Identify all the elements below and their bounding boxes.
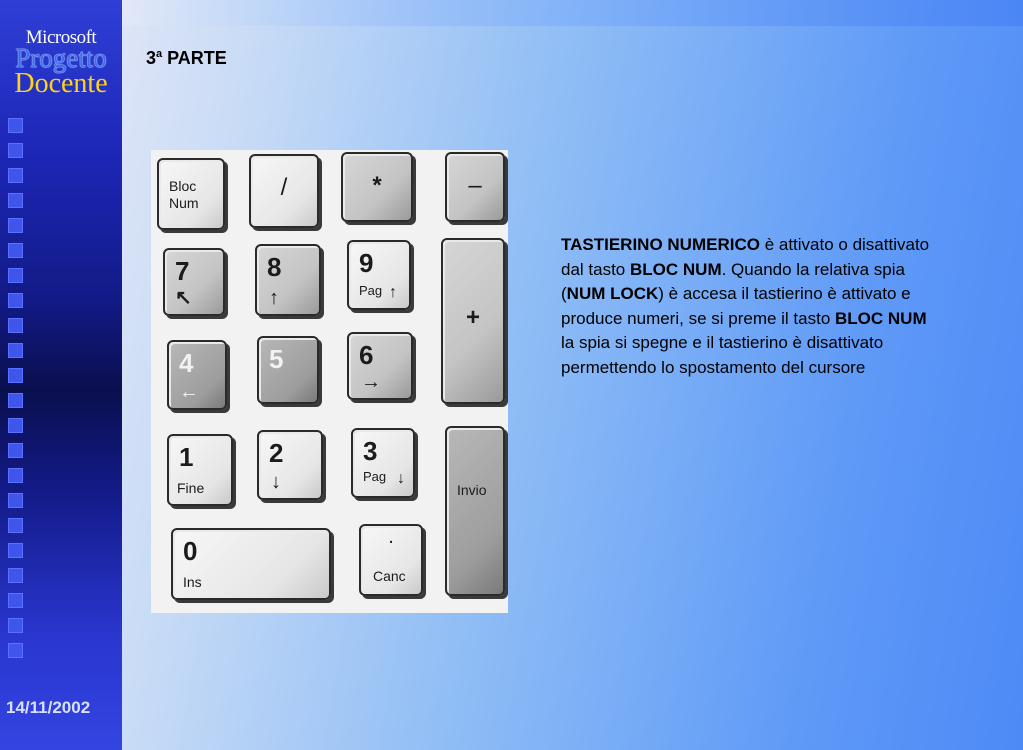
logo xyxy=(0,28,122,99)
key-minus: – xyxy=(445,152,505,222)
key-slash: / xyxy=(249,154,319,228)
sidebar xyxy=(0,0,122,750)
logo-docente: Docente xyxy=(14,68,108,99)
key-bloc-num: Bloc Num xyxy=(157,158,225,230)
date-label: 14/11/2002 xyxy=(6,698,91,717)
key-6: 6 → xyxy=(347,332,413,400)
key-star: * xyxy=(341,152,413,222)
numeric-keypad-image xyxy=(151,150,508,613)
arrow-up-left-icon: ↖ xyxy=(175,287,192,309)
description-text: TASTIERINO NUMERICO è attivato o disattivato dal tasto BLOC NUM. Quando la relativa spia (NUM LOCK) è accesa il tastierino è attivato e produce numeri, se si preme il tasto BLOC NUM la spia si spegne e il tastierino è disattivato permettendo lo spostamento del cursore xyxy=(561,235,930,377)
key-0: 0 Ins xyxy=(171,528,331,600)
top-band xyxy=(122,0,1023,26)
arrow-left-icon: ← xyxy=(179,381,199,403)
key-5: 5 xyxy=(257,336,319,404)
key-8: 8 ↑ xyxy=(255,244,321,316)
arrow-up-icon: ↑ xyxy=(389,284,397,301)
key-canc: . Canc xyxy=(359,524,423,596)
key-4: 4 ← xyxy=(167,340,227,410)
key-3: 3 Pag ↓ xyxy=(351,428,415,498)
key-7: 7 ↖ xyxy=(163,248,225,316)
slide-title: 3$^a$ PARTE xyxy=(146,48,227,68)
key-9: 9 Pag ↑ xyxy=(347,240,411,310)
arrow-down-icon: ↓ xyxy=(271,471,281,493)
key-1: 1 Fine xyxy=(167,434,233,506)
logo-progetto: Progetto xyxy=(15,43,107,73)
logo-microsoft: Microsoft xyxy=(25,27,97,48)
key-plus: + xyxy=(441,238,505,404)
decorative-squares xyxy=(8,118,28,668)
arrow-up-icon: ↑ xyxy=(269,287,279,309)
arrow-down-icon: ↓ xyxy=(397,470,405,487)
arrow-right-icon: → xyxy=(361,371,381,393)
key-invio: Invio xyxy=(445,426,505,596)
key-2: 2 ↓ xyxy=(257,430,323,500)
